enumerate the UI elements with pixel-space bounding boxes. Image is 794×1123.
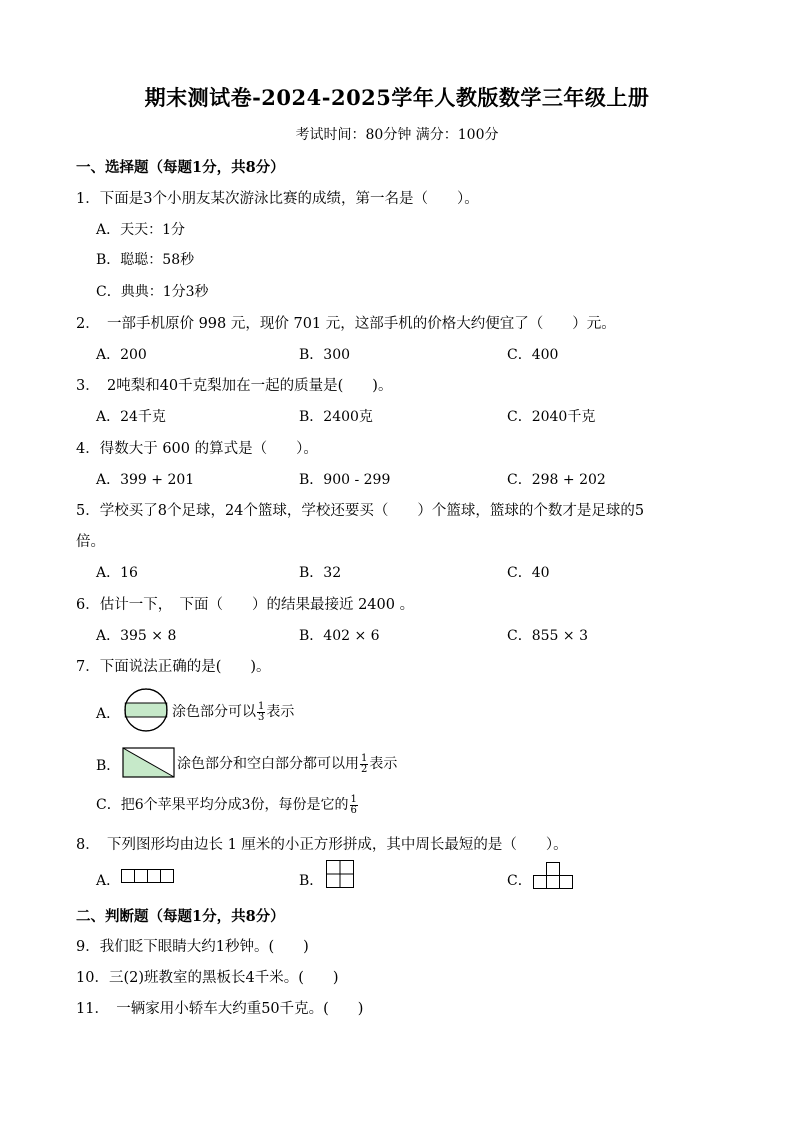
- two-by-two-square-figure: [326, 860, 356, 888]
- q5-option-b: B．32: [299, 565, 342, 581]
- q6-option-a: A．395 × 8: [96, 628, 177, 644]
- q6-option-b: B．402 × 6: [299, 628, 380, 644]
- t-shape-squares-figure: [533, 862, 575, 890]
- question-11: 11． 一辆家用小轿车大约重50千克。( ): [76, 1001, 364, 1017]
- q1-option-c: C．典典：1分3秒: [96, 284, 209, 300]
- fraction-one-third: $\frac{1}{3}$: [258, 700, 265, 723]
- section-choice-heading: 一、选择题（每题1分，共8分）: [76, 159, 285, 176]
- q7-option-a-label: A．: [96, 706, 121, 722]
- q4-option-c: C．298 + 202: [507, 472, 606, 488]
- question-5-continued: 倍。: [76, 534, 105, 550]
- q2-option-c: C．400: [507, 347, 559, 363]
- q1-option-b: B．聪聪：58秒: [96, 252, 195, 268]
- exam-info: 考试时间：80分钟 满分：100分: [295, 127, 499, 143]
- question-3: 3． 2吨梨和40千克梨加在一起的质量是( )。: [76, 378, 393, 394]
- circle-shaded-figure: [121, 688, 171, 732]
- q2-option-a: A．200: [96, 347, 147, 363]
- q1-option-a: A．天天：1分: [96, 222, 186, 238]
- fraction-one-half: $\frac{1}{2}$: [361, 752, 368, 775]
- q8-option-a: A．: [96, 873, 121, 889]
- section-judgement-heading: 二、判断题（每题1分，共8分）: [76, 908, 285, 925]
- q7-option-c: C．把6个苹果平均分成3份，每份是它的 $\frac{1}{6}$: [96, 793, 357, 816]
- q8-option-b: B．: [299, 873, 324, 889]
- question-6: 6．估计一下， 下面（ ）的结果最接近 2400 。: [76, 597, 415, 613]
- q3-option-a: A．24千克: [96, 409, 166, 425]
- q4-option-b: B．900 - 299: [299, 472, 391, 488]
- question-10: 10．三(2)班教室的黑板长4千米。( ): [76, 970, 339, 986]
- q7-option-b-text: 涂色部分和空白部分都可以用 $\frac{1}{2}$ 表示: [177, 752, 398, 775]
- question-2: 2． 一部手机原价 998 元，现价 701 元，这部手机的价格大约便宜了（ ）元。: [76, 316, 616, 332]
- q6-option-c: C．855 × 3: [507, 628, 588, 644]
- q5-option-a: A．16: [96, 565, 138, 581]
- q2-option-b: B．300: [299, 347, 351, 363]
- question-1: 1．下面是3个小朋友某次游泳比赛的成绩，第一名是（ ）。: [76, 191, 479, 207]
- q8-option-c: C．: [507, 873, 532, 889]
- question-8: 8． 下列图形均由边长 1 厘米的小正方形拼成，其中周长最短的是（ ）。: [76, 837, 568, 853]
- q7-option-a-text: 涂色部分可以 $\frac{1}{3}$ 表示: [172, 700, 295, 723]
- q4-option-a: A．399 + 201: [96, 472, 195, 488]
- q3-option-b: B．2400克: [299, 409, 373, 425]
- question-9: 9．我们眨下眼睛大约1秒钟。( ): [76, 939, 309, 955]
- question-5: 5．学校买了8个足球，24个篮球，学校还要买（ ）个篮球，篮球的个数才是足球的5: [76, 503, 645, 519]
- page-title: 期末测试卷-2024-2025学年人教版数学三年级上册: [144, 85, 650, 110]
- rectangle-diagonal-figure: [123, 748, 175, 778]
- q3-option-c: C．2040千克: [507, 409, 596, 425]
- question-4: 4．得数大于 600 的算式是（ ）。: [76, 441, 318, 457]
- four-squares-row-figure: [121, 869, 175, 883]
- q5-option-c: C．40: [507, 565, 550, 581]
- q7-option-b-label: B．: [96, 758, 121, 774]
- fraction-one-sixth: $\frac{1}{6}$: [350, 793, 357, 816]
- question-7: 7．下面说法正确的是( )。: [76, 659, 271, 675]
